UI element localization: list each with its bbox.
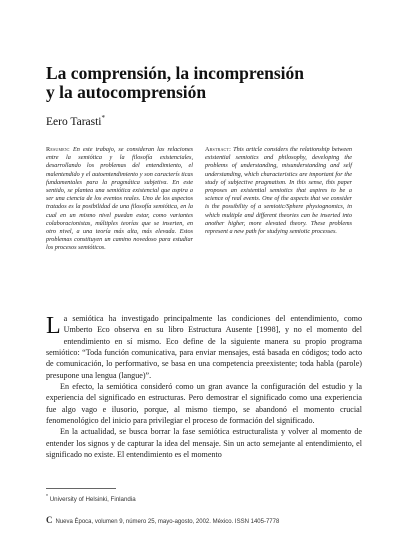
author-footnote-mark: * xyxy=(101,114,106,122)
resumen-label: Resumen: xyxy=(46,146,70,153)
paragraph-3: En la actualidad, se busca borrar la fase semiótica estructuralista y volver al momento de entender los signos y de capturar la idea del mensaje. Sin un acto semejante al entendimiento, el significado no existe. El entendimiento es el momento xyxy=(46,427,362,460)
resumen-text: En este trabajo, se consideran las relaciones entre la semiótica y la filosofía existenciales, desarrollando los problemas del entendimiento, el malentendido y el autoentendimiento y son caracterís ticas fundamentales para la pragmática subjetiva. En este sentido, se plantea una semiótica existencial que aspira a ser una ciencia de los eventos reales. Uno de los aspectos tratados es la posibilidad de una filosofía semiótica, en la cual en un mismo nivel puedan estar, como variantes colaboracionistas, múltiples teorías que se inserten, en otro nivel, a una teoría más alta, más elevada. Estos problemas constituyen un camino novedoso para estudiar los procesos semióticos. xyxy=(46,146,193,252)
author-text: Eero Tarasti xyxy=(46,115,102,128)
body-text xyxy=(46,313,362,460)
drop-cap: L xyxy=(46,313,61,339)
title-line-2: y la autocomprensión xyxy=(46,82,207,102)
footnote xyxy=(46,494,136,503)
resumen-block xyxy=(46,146,193,253)
author-name xyxy=(46,114,105,128)
footnote-mark: * xyxy=(46,494,48,500)
paragraph-1-text: a semiótica ha investigado principalmente las condiciones del entendimiento, como Umberto Eco observa en su libro Estructura Ausente [1998], y no el momento del entendimiento en sí mismo. Eco define de la siguiente manera su propio programa semiótico: “Toda función comunicativa, para enviar mensajes, está basada en códigos; todo acto de comunicación, lo performativo, se basa en una competencia preexistente; toda habla (parole) presupone una lengua (langue)”. xyxy=(46,314,362,380)
footnote-divider xyxy=(46,488,116,489)
journal-logo: C xyxy=(46,515,53,525)
running-footer xyxy=(46,515,279,525)
title-line-1: La comprensión, la incomprensión xyxy=(46,63,304,83)
abstract-text: This article considers the relationship between existential semiotics and philosophy, developing the problems of understanding, misunderstanding and self understanding, which characteristics are important for the study of subjective pragmatism. In this sense, this paper proposes an existential semiotics that aspires to be a science of real events. One of the aspects that we consider is the possibility of a semiotic/Sphere physiognomics, in which multiple and different theories can be inserted into another higher, more elevated theory. These problems represent a new path for studying semiotic processes. xyxy=(205,146,353,236)
abstract-label: Abstract: xyxy=(205,146,231,153)
abstract-block xyxy=(205,146,352,236)
paragraph-1 xyxy=(46,313,362,381)
footnote-text: University of Helsinki, Finlandia xyxy=(49,496,136,504)
paragraph-2: En efecto, la semiótica consideró como un gran avance la configuración del estudio y la experiencia del significado en estructuras. Pero demostrar el significado como una experiencia fue algo vago e ilusorio, porque, al mismo tiempo, se abandonó el momento crucial fenomenológico del inicio para privilegiar el proceso de formación del significado. xyxy=(46,382,362,426)
running-footer-text: Nueva Época, volumen 9, número 25, mayo-agosto, 2002. México. ISSN 1405-7778 xyxy=(55,519,280,525)
article-title xyxy=(46,64,376,102)
